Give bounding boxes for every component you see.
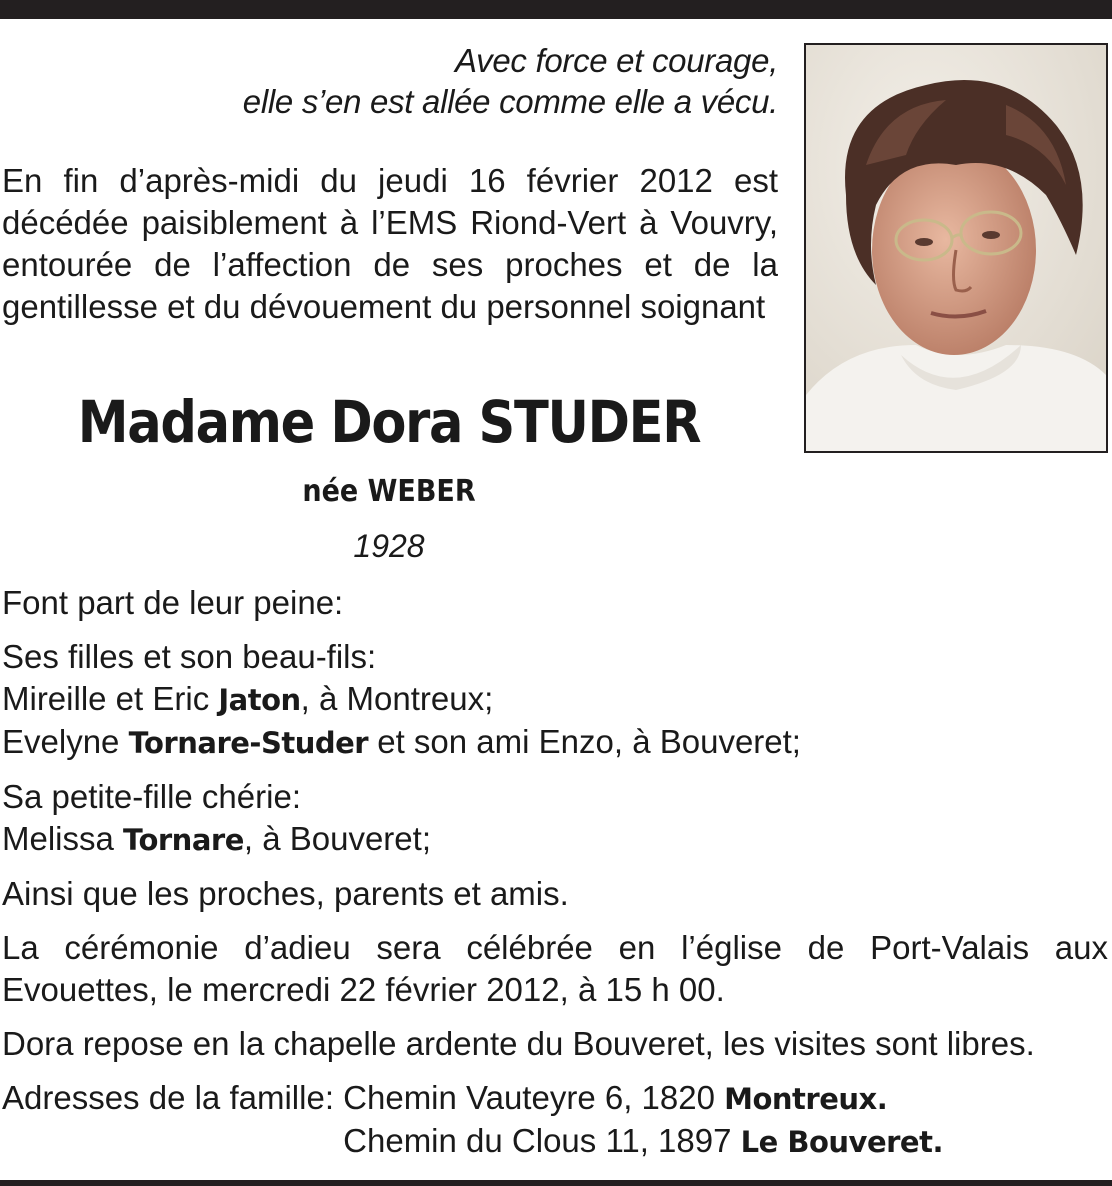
- address-city: Le Bouveret.: [740, 1125, 943, 1159]
- deceased-name: Madame Dora STUDER: [77, 388, 701, 456]
- family-member-line: [2, 721, 1108, 764]
- residence: et son ami Enzo, à Bouveret;: [368, 723, 801, 760]
- family-member-line: [2, 678, 1108, 721]
- residence: , à Montreux;: [300, 680, 494, 717]
- ceremony-text: La cérémonie d’adieu sera célébrée en l’église de Port-Valais aux Evouettes, le mercredi 22 février 2012, à 15 h 00.: [2, 929, 1108, 1008]
- motto: [0, 40, 778, 122]
- top-rule: [0, 0, 1112, 19]
- motto-line-2: elle s’en est allée comme elle a vécu.: [242, 83, 778, 120]
- address-line: [343, 1077, 943, 1120]
- address-city: Montreux.: [724, 1082, 888, 1116]
- address-line: [343, 1120, 943, 1163]
- daughters-block: [2, 636, 1108, 764]
- family-surname: Tornare: [123, 823, 244, 857]
- first-names: Melissa: [2, 820, 124, 857]
- motto-line-1: Avec force et courage,: [455, 42, 778, 79]
- granddaughter-heading: Sa petite-fille chérie:: [2, 778, 301, 815]
- maiden-name: née WEBER: [302, 474, 476, 509]
- residence: , à Bouveret;: [243, 820, 431, 857]
- portrait-photo: [804, 43, 1108, 453]
- address-street: Chemin du Clous 11, 1897: [343, 1122, 741, 1159]
- family-surname: Tornare-Studer: [128, 726, 369, 760]
- notice-body: [2, 582, 1108, 1163]
- intro-text: En fin d’après-midi du jeudi 16 février 2012 est décédée paisiblement à l’EMS Riond-Vert à Vouvry, entourée de l’affection de ses proches et de la gentillesse et du dévouement du personnel soignant: [2, 162, 778, 325]
- viewing-text: Dora repose en la chapelle ardente du Bouveret, les visites sont libres.: [2, 1025, 1035, 1062]
- family-surname: Jaton: [218, 683, 301, 717]
- family-addresses: [2, 1077, 1108, 1163]
- death-notice-intro: [2, 160, 778, 328]
- others-line: Ainsi que les proches, parents et amis.: [2, 875, 569, 912]
- announce-line: Font part de leur peine:: [2, 584, 344, 621]
- bottom-rule: [0, 1180, 1112, 1186]
- first-names: Evelyne: [2, 723, 129, 760]
- addresses-label: Adresses de la famille:: [2, 1079, 344, 1116]
- portrait-photo-icon: [806, 45, 1106, 451]
- first-names: Mireille et Eric: [2, 680, 219, 717]
- birth-year: 1928: [353, 528, 425, 564]
- daughters-heading: Ses filles et son beau-fils:: [2, 638, 377, 675]
- address-street: Chemin Vauteyre 6, 1820: [343, 1079, 725, 1116]
- granddaughter-block: [2, 776, 1108, 861]
- family-member-line: [2, 818, 1108, 861]
- address-list: [343, 1077, 943, 1163]
